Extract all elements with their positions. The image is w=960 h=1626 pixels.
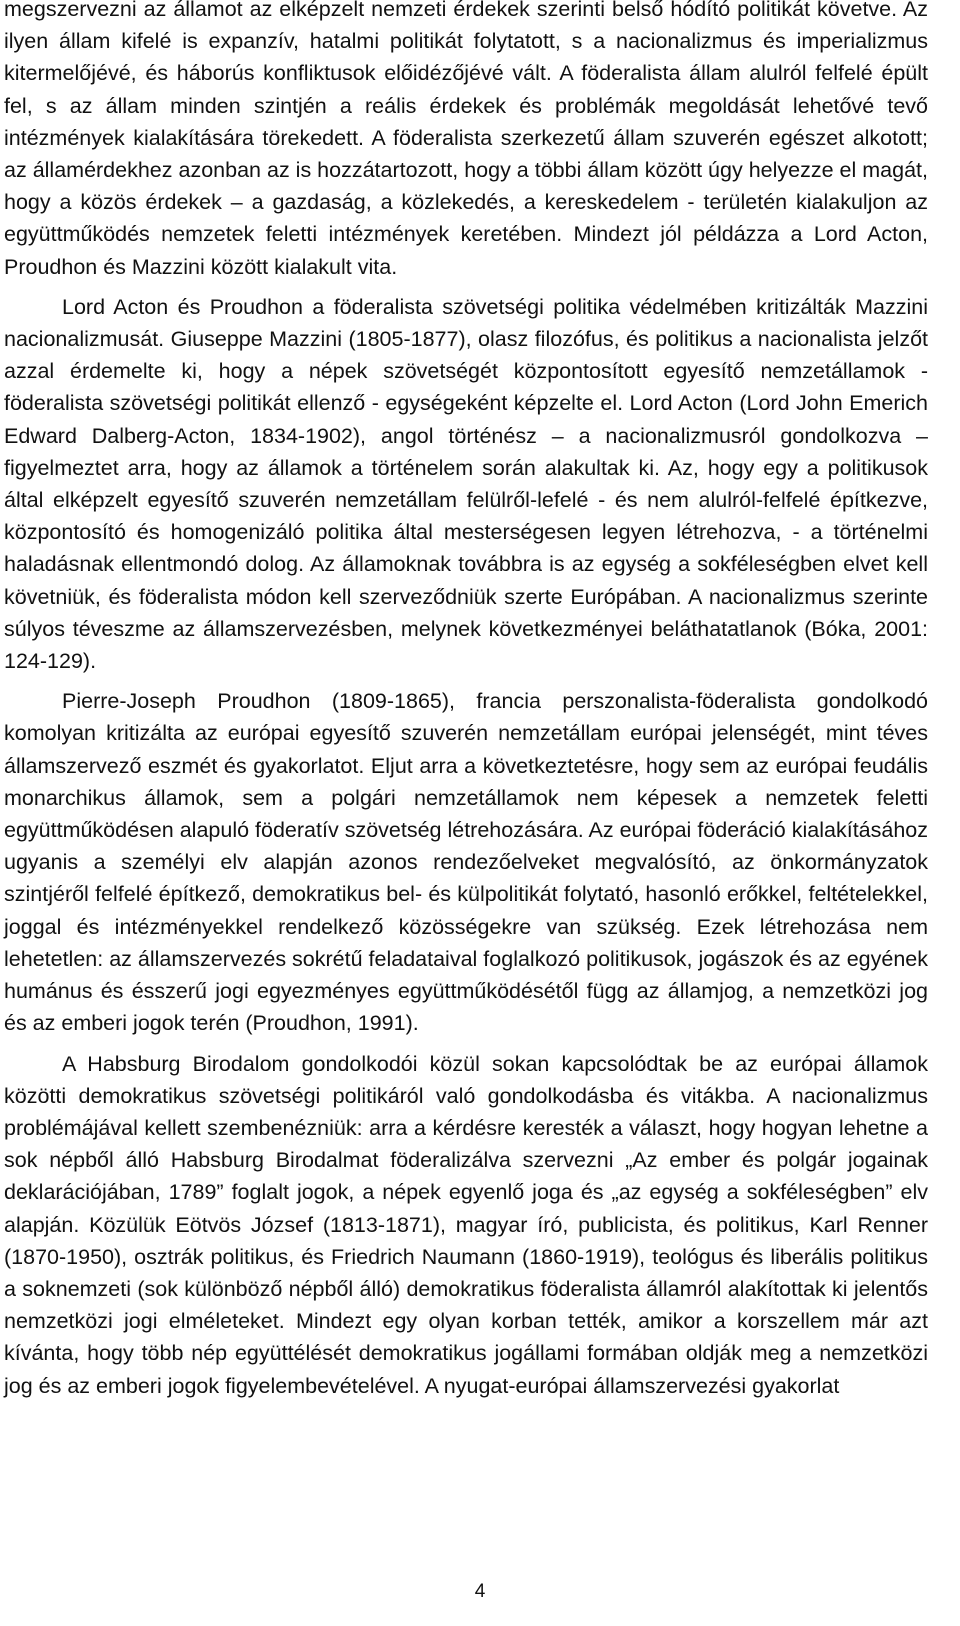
paragraph-2: Lord Acton és Proudhon a föderalista szövetségi politika védelmében kritizálták Mazzini nacionalizmusát. Giuseppe Mazzini (1805-1877), olasz filozófus, és politikus a nacionalista jelzőt azzal érdemelte ki, hogy a népek szövetségét központosított egyesítő nemzetállamok - föderalista szövetségi politikát ellenző - egységeként képzelte el. Lord Acton (Lord John Emerich Edward Dalberg-Acton, 1834-1902), angol történész – a nacionalizmusról gondolkozva – figyelmeztet arra, hogy az államok a történelem során alakultak ki. Az, hogy egy a politikusok által elképzelt egyesítő szuverén nemzetállam felülről-lefelé - és nem alulról-felfelé építkezve, központosító és homogenizáló politika által mesterségesen legyen létrehozva, - a történelmi haladásnak ellentmondó dolog. Az államoknak továbbra is az egység a sokféleségben elvet kell követniük, és föderalista módon kell szerveződniük szerte Európában. A nacionalizmus szerinte súlyos téveszme az államszervezésben, melynek következményei beláthatatlanok (Bóka, 2001: 124-129).	[4, 294, 928, 674]
paragraph-3: Pierre-Joseph Proudhon (1809-1865), francia perszonalista-föderalista gondolkodó komolyan kritizálta az európai egyesítő szuverén nemzetállam európai jelenségét, mint téves államszervező eszmét és gyakorlatot. Eljut arra a következtetésre, hogy sem az európai feudális monarchikus államok, sem a polgári nemzetállamok nem képesek a nemzetek feletti együttműködésen alapuló föderatív szövetség létrehozására. Az európai föderáció kialakításához ugyanis a személyi elv alapján azonos rendezőelveket megvalósító, az önkormányzatok szintjéről felfelé építkező, demokratikus bel- és külpolitikát folytató, hasonló erőkkel, feltételekkel, joggal és intézményekkel rendelkező közösségekre van szükség. Ezek létrehozása nem lehetetlen: az államszervezés sokrétű feladataival foglalkozó politikusok, jogászok és az egyének humánus és ésszerű jogi egyezményes együttműködésétől függ az államjog, a nemzetközi jog és az emberi jogok terén (Proudhon, 1991).	[4, 689, 928, 1036]
paragraph-4: A Habsburg Birodalom gondolkodói közül sokan kapcsolódtak be az európai államok közötti demokratikus szövetségi politikáról való gondolkodásba és vitákba. A nacionalizmus problémájával kellett szembenézniük: arra a kérdésre keresték a választ, hogy hogyan lehetne a sok népből álló Habsburg Birodalmat föderalizálva szervezni „Az ember és polgár jogainak deklarációjában, 1789” foglalt jogok, a népek egyenlő joga és „az egység a sokféleségben” elv alapján. Közülük Eötvös József (1813-1871), magyar író, publicista, és politikus, Karl Renner (1870-1950), osztrák politikus, és Friedrich Naumann (1860-1919), teológus és liberális politikus a soknemzeti (sok különböző népből álló) demokratikus föderalista államról alakítottak ki jelentős nemzetközi jogi elméleteket. Mindezt egy olyan korban tették, amikor a korszellem már azt kívánta, hogy több nép együttélését demokratikus jogállami formában oldják meg a nemzetközi jog és az emberi jogok figyelembevételével. A nyugat-európai államszervezési gyakorlat	[4, 1051, 928, 1398]
paragraph-1: megszervezni az államot az elképzelt nemzeti érdekek szerinti belső hódító politikát követve. Az ilyen állam kifelé is expanzív, hatalmi politikát folytatott, s a nacionalizmus és imperializmus kitermelőjévé, és háborús konfliktusok előidézőjévé vált. A föderalista állam alulról felfelé épült fel, s az állam minden szintjén a reális érdekek és problémák megoldását lehetővé tevő intézmények kialakítására törekedett. A föderalista szerkezetű állam szuverén egészet alkotott; az államérdekhez azonban az is hozzátartozott, hogy a többi állam között úgy helyezze el magát, hogy a közös érdekek – a gazdaság, a közlekedés, a kereskedelem - területén kialakuljon az együttműködés nemzetek feletti intézmények keretében. Mindezt jól példázza a Lord Acton, Proudhon és Mazzini között kialakult vita.	[4, 0, 928, 279]
page-number: 4	[474, 1581, 486, 1602]
document-body	[4, 0, 928, 1402]
